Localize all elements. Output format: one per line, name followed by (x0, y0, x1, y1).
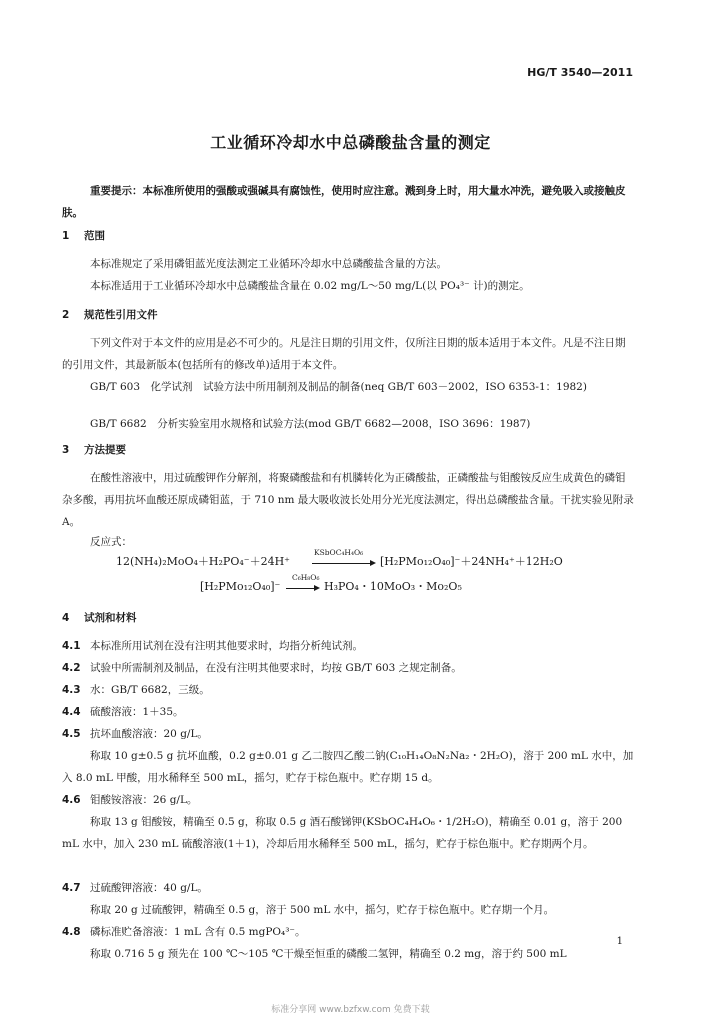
reagent-4-1 (62, 635, 634, 657)
section-4-heading (62, 611, 137, 625)
section-1-heading (62, 229, 105, 243)
section-3-heading (62, 443, 126, 457)
clause-number: 4.1 (62, 640, 81, 652)
reagent-4-6 (62, 789, 634, 811)
equation-2-reductant: C₆H₈O₆ (292, 573, 320, 582)
section-number: 4 (62, 612, 70, 624)
equation-1-left: 12(NH₄)₂MoO₄＋H₂PO₄⁻＋24H⁺ (116, 555, 290, 568)
section-number: 1 (62, 230, 70, 242)
section-number: 2 (62, 309, 70, 321)
reagent-4-8-description: 称取 0.716 5 g 预先在 100 ℃～105 ℃干燥至恒重的磷酸二氢钾，精确至 0.2 mg，溶于约 500 mL (90, 948, 567, 960)
refs-paragraph-1: 下列文件对于本文件的应用是必不可少的。凡是注日期的引用文件，仅所注日期的版本适用于本文件。凡是不注日期的引用文件，其最新版本(包括所有的修改单)适用于本文件。 (62, 337, 626, 371)
reagent-4-7 (62, 877, 634, 899)
clause-number: 4.8 (62, 926, 81, 938)
refs-gbt603: GB/T 603 化学试剂 试验方法中所用制剂及制品的制备(neq GB/T 603－2002，ISO 6353-1：1982) (90, 381, 587, 393)
equation-2-left: [H₂PMo₁₂O₄₀]⁻ (200, 580, 281, 593)
equation-2-arrow-head (314, 585, 320, 591)
method-paragraph: 在酸性溶液中，用过硫酸钾作分解剂，将聚磷酸盐和有机膦转化为正磷酸盐，正磷酸盐与钼酸铵反应生成黄色的磷钼杂多酸，再用抗坏血酸还原成磷钼蓝，于 710 nm 最大吸收波长处用分光光度法测定，得出总磷酸盐含量。干扰实验见附录 A。 (62, 472, 634, 528)
clause-text: 过硫酸钾溶液：40 g/L。 (90, 882, 208, 894)
equation-2-right: H₃PO₄・10MoO₃・Mo₂O₅ (324, 580, 462, 593)
section-title: 规范性引用文件 (84, 309, 158, 321)
reagent-4-5 (62, 723, 634, 745)
clause-text: 抗坏血酸溶液：20 g/L。 (90, 728, 208, 740)
reaction-label: 反应式： (90, 536, 132, 548)
watermark-footer: 标准分享网 www.bzfxw.com 免费下载 (271, 1005, 430, 1015)
clause-number: 4.7 (62, 882, 81, 894)
equation-1-right: [H₂PMo₁₂O₄₀]⁻＋24NH₄⁺＋12H₂O (380, 555, 563, 568)
clause-number: 4.2 (62, 662, 81, 674)
scope-paragraph-2: 本标准适用于工业循环冷却水中总磷酸盐含量在 0.02 mg/L～50 mg/L(以 PO₄³⁻ 计)的测定。 (90, 280, 530, 292)
safety-notice: 重要提示：本标准所使用的强酸或强碱具有腐蚀性，使用时应注意。溅到身上时，用大量水冲洗，避免吸入或接触皮肤。 (62, 185, 626, 219)
refs-gbt6682: GB/T 6682 分析实验室用水规格和试验方法(mod GB/T 6682—2008，ISO 3696：1987) (90, 418, 531, 430)
equation-1-arrow-head (370, 560, 376, 566)
reagent-4-2 (62, 657, 634, 679)
standard-code: HG/T 3540—2011 (527, 66, 633, 79)
clause-number: 4.5 (62, 728, 81, 740)
scope-paragraph-1: 本标准规定了采用磷钼蓝光度法测定工业循环冷却水中总磷酸盐含量的方法。 (90, 258, 447, 270)
reagent-4-3 (62, 679, 634, 701)
section-title: 范围 (84, 230, 105, 242)
clause-number: 4.6 (62, 794, 81, 806)
section-2-heading (62, 308, 158, 322)
reagent-4-4 (62, 701, 634, 723)
clause-text: 试验中所需制剂及制品，在没有注明其他要求时，均按 GB/T 603 之规定制备。 (90, 662, 462, 674)
equation-1-catalyst: KSbOC₄H₄O₆ (314, 548, 364, 557)
clause-text: 磷标准贮备溶液：1 mL 含有 0.5 mgPO₄³⁻。 (90, 926, 306, 938)
document-title: 工业循环冷却水中总磷酸盐含量的测定 (210, 133, 491, 152)
section-title: 试剂和材料 (84, 612, 137, 624)
clause-text: 水：GB/T 6682，三级。 (90, 684, 210, 696)
reagent-4-7-description: 称取 20 g 过硫酸钾，精确至 0.5 g，溶于 500 mL 水中，摇匀，贮存于棕色瓶中。贮存期一个月。 (90, 904, 555, 916)
section-number: 3 (62, 444, 70, 456)
reagent-4-8 (62, 921, 634, 943)
equation-2-arrow (286, 588, 316, 589)
clause-text: 本标准所用试剂在没有注明其他要求时，均指分析纯试剂。 (90, 640, 363, 652)
equation-1-arrow (312, 563, 372, 564)
reagent-4-5-description: 称取 10 g±0.5 g 抗坏血酸，0.2 g±0.01 g 乙二胺四乙酸二钠(C₁₀H₁₄O₈N₂Na₂・2H₂O)，溶于 200 mL 水中，加入 8.0 mL 甲酸，用水稀释至 500 mL，摇匀，贮存于棕色瓶中。贮存期 15 d。 (62, 750, 634, 784)
section-title: 方法提要 (84, 444, 126, 456)
reagent-4-6-description: 称取 13 g 钼酸铵，精确至 0.5 g，称取 0.5 g 酒石酸锑钾(KSbOC₄H₄O₆・1/2H₂O)，精确至 0.01 g，溶于 200 mL 水中，加入 230 mL 硫酸溶液(1＋1)，冷却后用水稀释至 500 mL，摇匀，贮存于棕色瓶中。贮存期两个月。 (62, 816, 623, 850)
clause-text: 硫酸溶液：1＋35。 (90, 706, 184, 718)
page-number: 1 (616, 936, 623, 947)
clause-text: 钼酸铵溶液：26 g/L。 (90, 794, 198, 806)
clause-number: 4.3 (62, 684, 81, 696)
clause-number: 4.4 (62, 706, 81, 718)
